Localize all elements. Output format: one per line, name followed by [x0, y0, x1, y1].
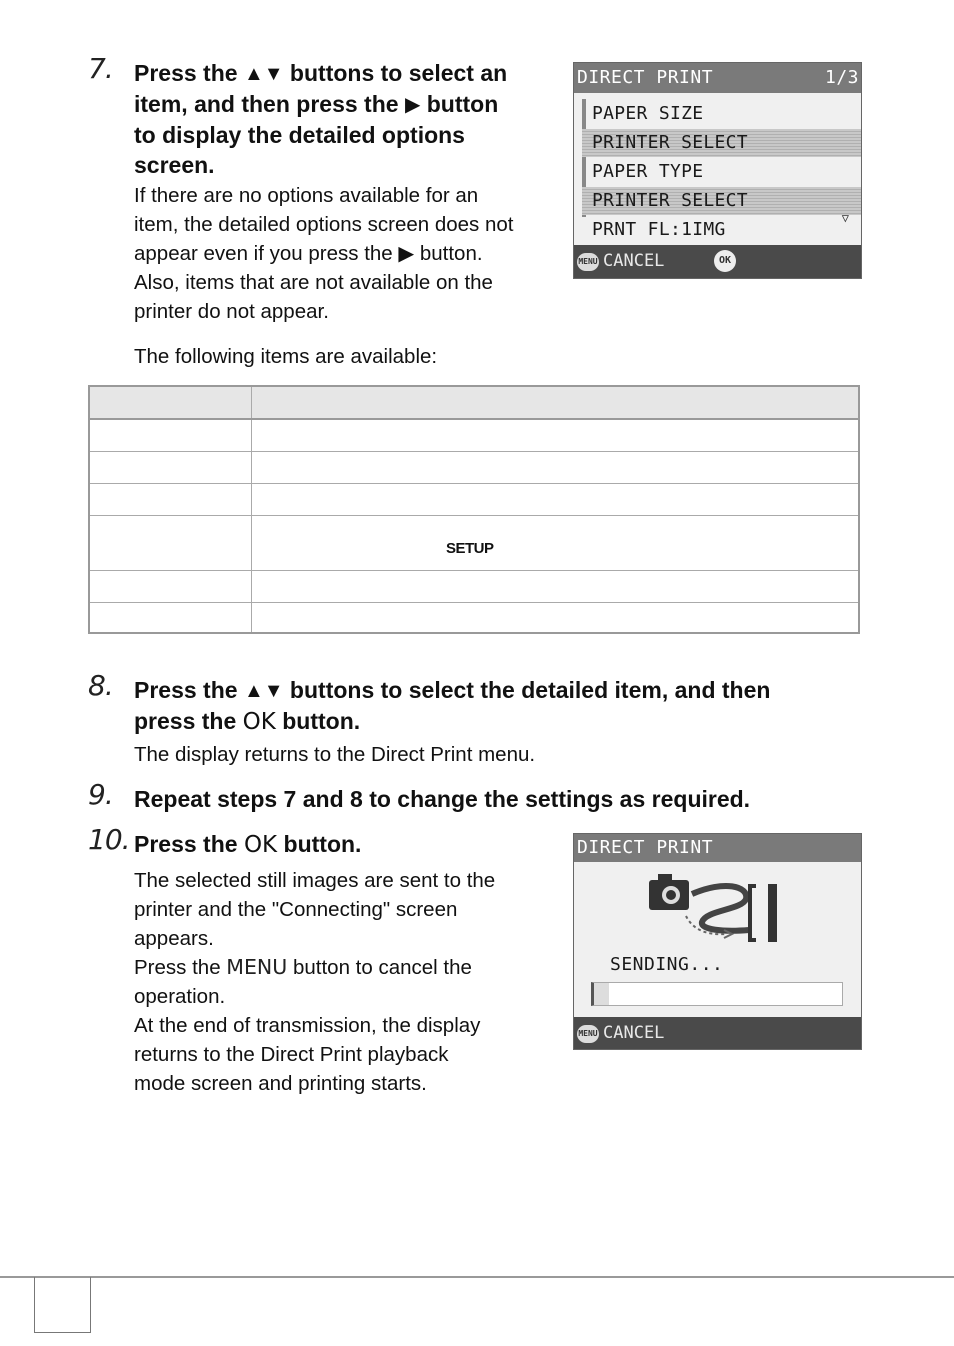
table-cell: [252, 602, 860, 633]
step-10-paragraph: [134, 866, 554, 1098]
footer-rule: [0, 1276, 954, 1278]
table-cell: [252, 483, 860, 515]
paragraph-line: printer do not appear.: [134, 300, 329, 323]
up-down-arrows-icon: ▲▼: [243, 63, 284, 85]
camera-to-printer-icon: [574, 866, 861, 966]
ok-button-glyph: OK: [243, 832, 278, 858]
paragraph-line: item, the detailed options screen does not: [134, 213, 514, 236]
step-7-heading: [134, 58, 564, 180]
menu-item-paper-type[interactable]: PAPER TYPE: [592, 161, 704, 182]
step-number-7: 7.: [88, 52, 113, 85]
table-row: [89, 483, 859, 515]
screen-bottom-bar: [574, 1017, 861, 1049]
heading-text: item, and then press the: [134, 91, 405, 117]
heading-text: Press the: [134, 60, 244, 86]
menu-item-print-file[interactable]: PRNT FL:1IMG: [592, 219, 726, 240]
paragraph-line: Also, items that are not available on the: [134, 271, 493, 294]
step-8-paragraph: The display returns to the Direct Print menu.: [134, 743, 536, 766]
available-items-table: [88, 385, 860, 634]
page-indicator: 1/3: [824, 67, 859, 88]
page-number-box: [34, 1277, 91, 1333]
paragraph-line: The selected still images are sent to the: [134, 869, 496, 892]
heading-text: screen.: [134, 152, 215, 178]
table-cell: [252, 419, 860, 451]
table-row: [89, 419, 859, 451]
paragraph-line: appear even if you press the ▶ button.: [134, 242, 483, 265]
step-9-heading: Repeat steps 7 and 8 to change the settings as required.: [134, 786, 751, 812]
screen-title-bar: [574, 834, 861, 862]
table-row: [89, 515, 859, 570]
table-header-cell: [89, 386, 252, 419]
menu-item-printer-select[interactable]: PRINTER SELECT: [582, 129, 861, 157]
menu-item-printer-select-2[interactable]: PRINTER SELECT: [582, 187, 861, 215]
screen-bottom-bar: [574, 245, 861, 278]
ok-button-icon: OK: [714, 250, 736, 272]
step-number-8: 8.: [88, 669, 113, 702]
sending-status: SENDING...: [610, 954, 724, 975]
heading-text: buttons to select the detailed item, and then: [283, 677, 771, 703]
table-cell: [89, 451, 252, 483]
table-cell: [89, 515, 252, 570]
cancel-label: CANCEL: [603, 1023, 665, 1043]
menu-button-icon: MENU: [577, 253, 599, 271]
table-header-row: [89, 386, 859, 419]
paragraph-line: operation.: [134, 985, 226, 1008]
sending-screen: [573, 833, 862, 1050]
table-cell: [252, 451, 860, 483]
screen-title-bar: [574, 63, 861, 93]
heading-text: Press the: [134, 831, 244, 857]
paragraph-text: Press the: [134, 956, 227, 979]
paragraph-text: button to cancel the: [287, 956, 472, 979]
table-row: [89, 570, 859, 602]
setup-label: SETUP: [446, 539, 494, 557]
heading-text: to display the detailed options: [134, 122, 465, 148]
heading-text: button: [420, 91, 499, 117]
screen-title: DIRECT PRINT: [577, 837, 714, 858]
heading-text: press the: [134, 708, 243, 734]
cancel-label: CANCEL: [603, 251, 665, 271]
heading-text: buttons to select an: [283, 60, 508, 86]
table-row: [89, 602, 859, 633]
step-10-heading: [134, 829, 361, 860]
paragraph-line: printer and the "Connecting" screen: [134, 898, 458, 921]
table-header-cell: [252, 386, 860, 419]
step-number-10: 10.: [88, 823, 130, 856]
table-cell: [89, 483, 252, 515]
ok-button-glyph: OK: [242, 709, 276, 735]
screen-title: DIRECT PRINT: [577, 67, 714, 88]
progress-fill: [594, 983, 609, 1005]
scroll-down-icon: ▽: [841, 211, 849, 225]
step-8-heading: [134, 675, 864, 737]
paragraph-line: [134, 953, 554, 982]
table-cell: [89, 602, 252, 633]
right-arrow-icon: ▶: [404, 94, 421, 116]
progress-bar: [591, 982, 843, 1006]
heading-text: button.: [277, 831, 362, 857]
paragraph-line: mode screen and printing starts.: [134, 1072, 427, 1095]
menu-button-icon: MENU: [577, 1025, 599, 1043]
step-number-9: 9.: [88, 778, 113, 811]
menu-item-paper-size[interactable]: PAPER SIZE: [592, 103, 704, 124]
table-cell: [252, 570, 860, 602]
table-cell: [252, 515, 860, 570]
step-7-paragraph: [134, 181, 564, 326]
paragraph-line: appears.: [134, 927, 214, 950]
table-cell: [89, 570, 252, 602]
available-items-intro: The following items are available:: [134, 345, 438, 368]
paragraph-line: returns to the Direct Print playback: [134, 1043, 449, 1066]
paragraph-line: At the end of transmission, the display: [134, 1014, 481, 1037]
heading-text: Press the: [134, 677, 244, 703]
table-row: [89, 451, 859, 483]
table-cell: [89, 419, 252, 451]
paragraph-line: If there are no options available for an: [134, 184, 479, 207]
up-down-arrows-icon: ▲▼: [243, 680, 284, 702]
direct-print-menu-screen: [573, 62, 862, 279]
menu-button-label: MENU: [226, 955, 288, 979]
heading-text: button.: [275, 708, 361, 734]
